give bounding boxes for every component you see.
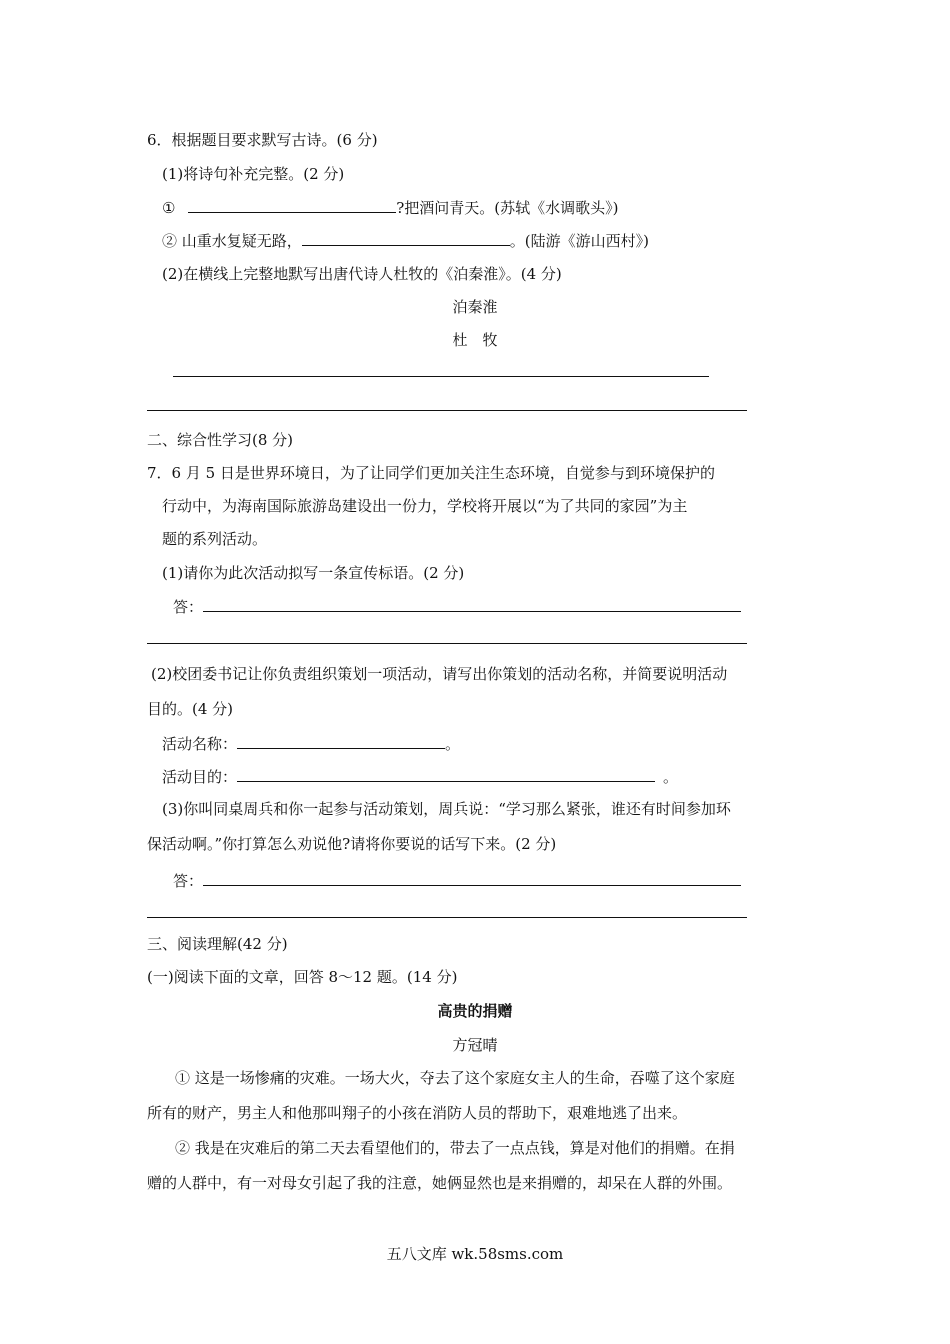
section3-title: 三、阅读理解(42 分) <box>147 935 288 953</box>
activity-name-row <box>162 733 460 754</box>
q7-sub3-line1: (3)你叫同桌周兵和你一起参与活动策划，周兵说：“学习那么紧张，谁还有时间参加环 <box>162 800 731 818</box>
section3-part1: (一)阅读下面的文章，回答 8～12 题。(14 分) <box>147 968 458 986</box>
section2-title: 二、综合性学习(8 分) <box>147 431 294 449</box>
q6-item1-prefix: ① <box>162 199 176 217</box>
p2-line2: 赠的人群中，有一对母女引起了我的注意，她俩显然也是来捐赠的，却呆在人群的外围。 <box>147 1174 733 1192</box>
sub3-answer-line-2[interactable] <box>147 917 747 918</box>
article-title: 高贵的捐赠 <box>437 1002 513 1020</box>
activity-purpose-row <box>162 766 678 787</box>
sub1-answer-line-2[interactable] <box>147 643 747 644</box>
q7-line3: 题的系列活动。 <box>162 530 268 548</box>
activity-purpose-blank[interactable] <box>237 766 655 782</box>
q7-line1: 7．6 月 5 日是世界环境日，为了让同学们更加关注生态环境，自觉参与到环境保护的 <box>147 464 715 482</box>
poem-answer-line-2[interactable] <box>147 410 747 411</box>
q6-item1-blank[interactable] <box>188 197 396 213</box>
footer-watermark: 五八文库 wk.58sms.com <box>386 1245 564 1263</box>
activity-purpose-label: 活动目的： <box>162 768 238 786</box>
article-author: 方冠晴 <box>452 1036 498 1054</box>
poem-title: 泊秦淮 <box>452 298 498 316</box>
q6-item2-suffix: 。(陆游《游山西村》) <box>509 232 649 250</box>
activity-name-blank[interactable] <box>237 733 445 749</box>
poem-author: 杜 牧 <box>452 331 498 349</box>
q6-item2-prefix: ② 山重水复疑无路， <box>162 232 302 250</box>
q7-sub2-line1: (2)校团委书记让你负责组织策划一项活动，请写出你策划的活动名称，并简要说明活动 <box>151 665 728 683</box>
answer-label-2: 答： <box>173 872 204 890</box>
sub1-answer-blank[interactable] <box>203 596 741 612</box>
poem-answer-line-1[interactable] <box>173 376 709 377</box>
p2-line1: ② 我是在灾难后的第二天去看望他们的，带去了一点点钱，算是对他们的捐赠。在捐 <box>175 1139 735 1157</box>
activity-name-label: 活动名称： <box>162 735 238 753</box>
q6-item1-suffix: ?把酒问青天。(苏轼《水调歌头》) <box>396 199 619 217</box>
q7-sub1-answer <box>173 596 741 617</box>
q6-item2 <box>162 230 649 251</box>
answer-label: 答： <box>173 598 204 616</box>
p1-line2: 所有的财产，男主人和他那叫翔子的小孩在消防人员的帮助下，艰难地逃了出来。 <box>147 1104 688 1122</box>
activity-name-end: 。 <box>445 735 461 753</box>
q7-sub3-answer <box>173 870 741 891</box>
activity-purpose-end: 。 <box>663 768 679 786</box>
q6-item1 <box>162 197 618 218</box>
q7-sub1: (1)请你为此次活动拟写一条宣传标语。(2 分) <box>162 564 465 582</box>
q7-sub2-line2: 目的。(4 分) <box>147 700 234 718</box>
q7-line2: 行动中，为海南国际旅游岛建设出一份力，学校将开展以“为了共同的家园”为主 <box>162 497 688 515</box>
q6-part1: (1)将诗句补充完整。(2 分) <box>162 165 345 183</box>
p1-line1: ① 这是一场惨痛的灾难。一场大火，夺去了这个家庭女主人的生命，吞噬了这个家庭 <box>175 1069 735 1087</box>
q7-sub3-line2: 保活动啊。”你打算怎么劝说他?请将你要说的话写下来。(2 分) <box>147 835 557 853</box>
q6-title: 6．根据题目要求默写古诗。(6 分) <box>147 131 378 149</box>
q6-part2: (2)在横线上完整地默写出唐代诗人杜牧的《泊秦淮》。(4 分) <box>162 265 562 283</box>
q6-item2-blank[interactable] <box>302 230 510 246</box>
sub3-answer-blank[interactable] <box>203 870 741 886</box>
